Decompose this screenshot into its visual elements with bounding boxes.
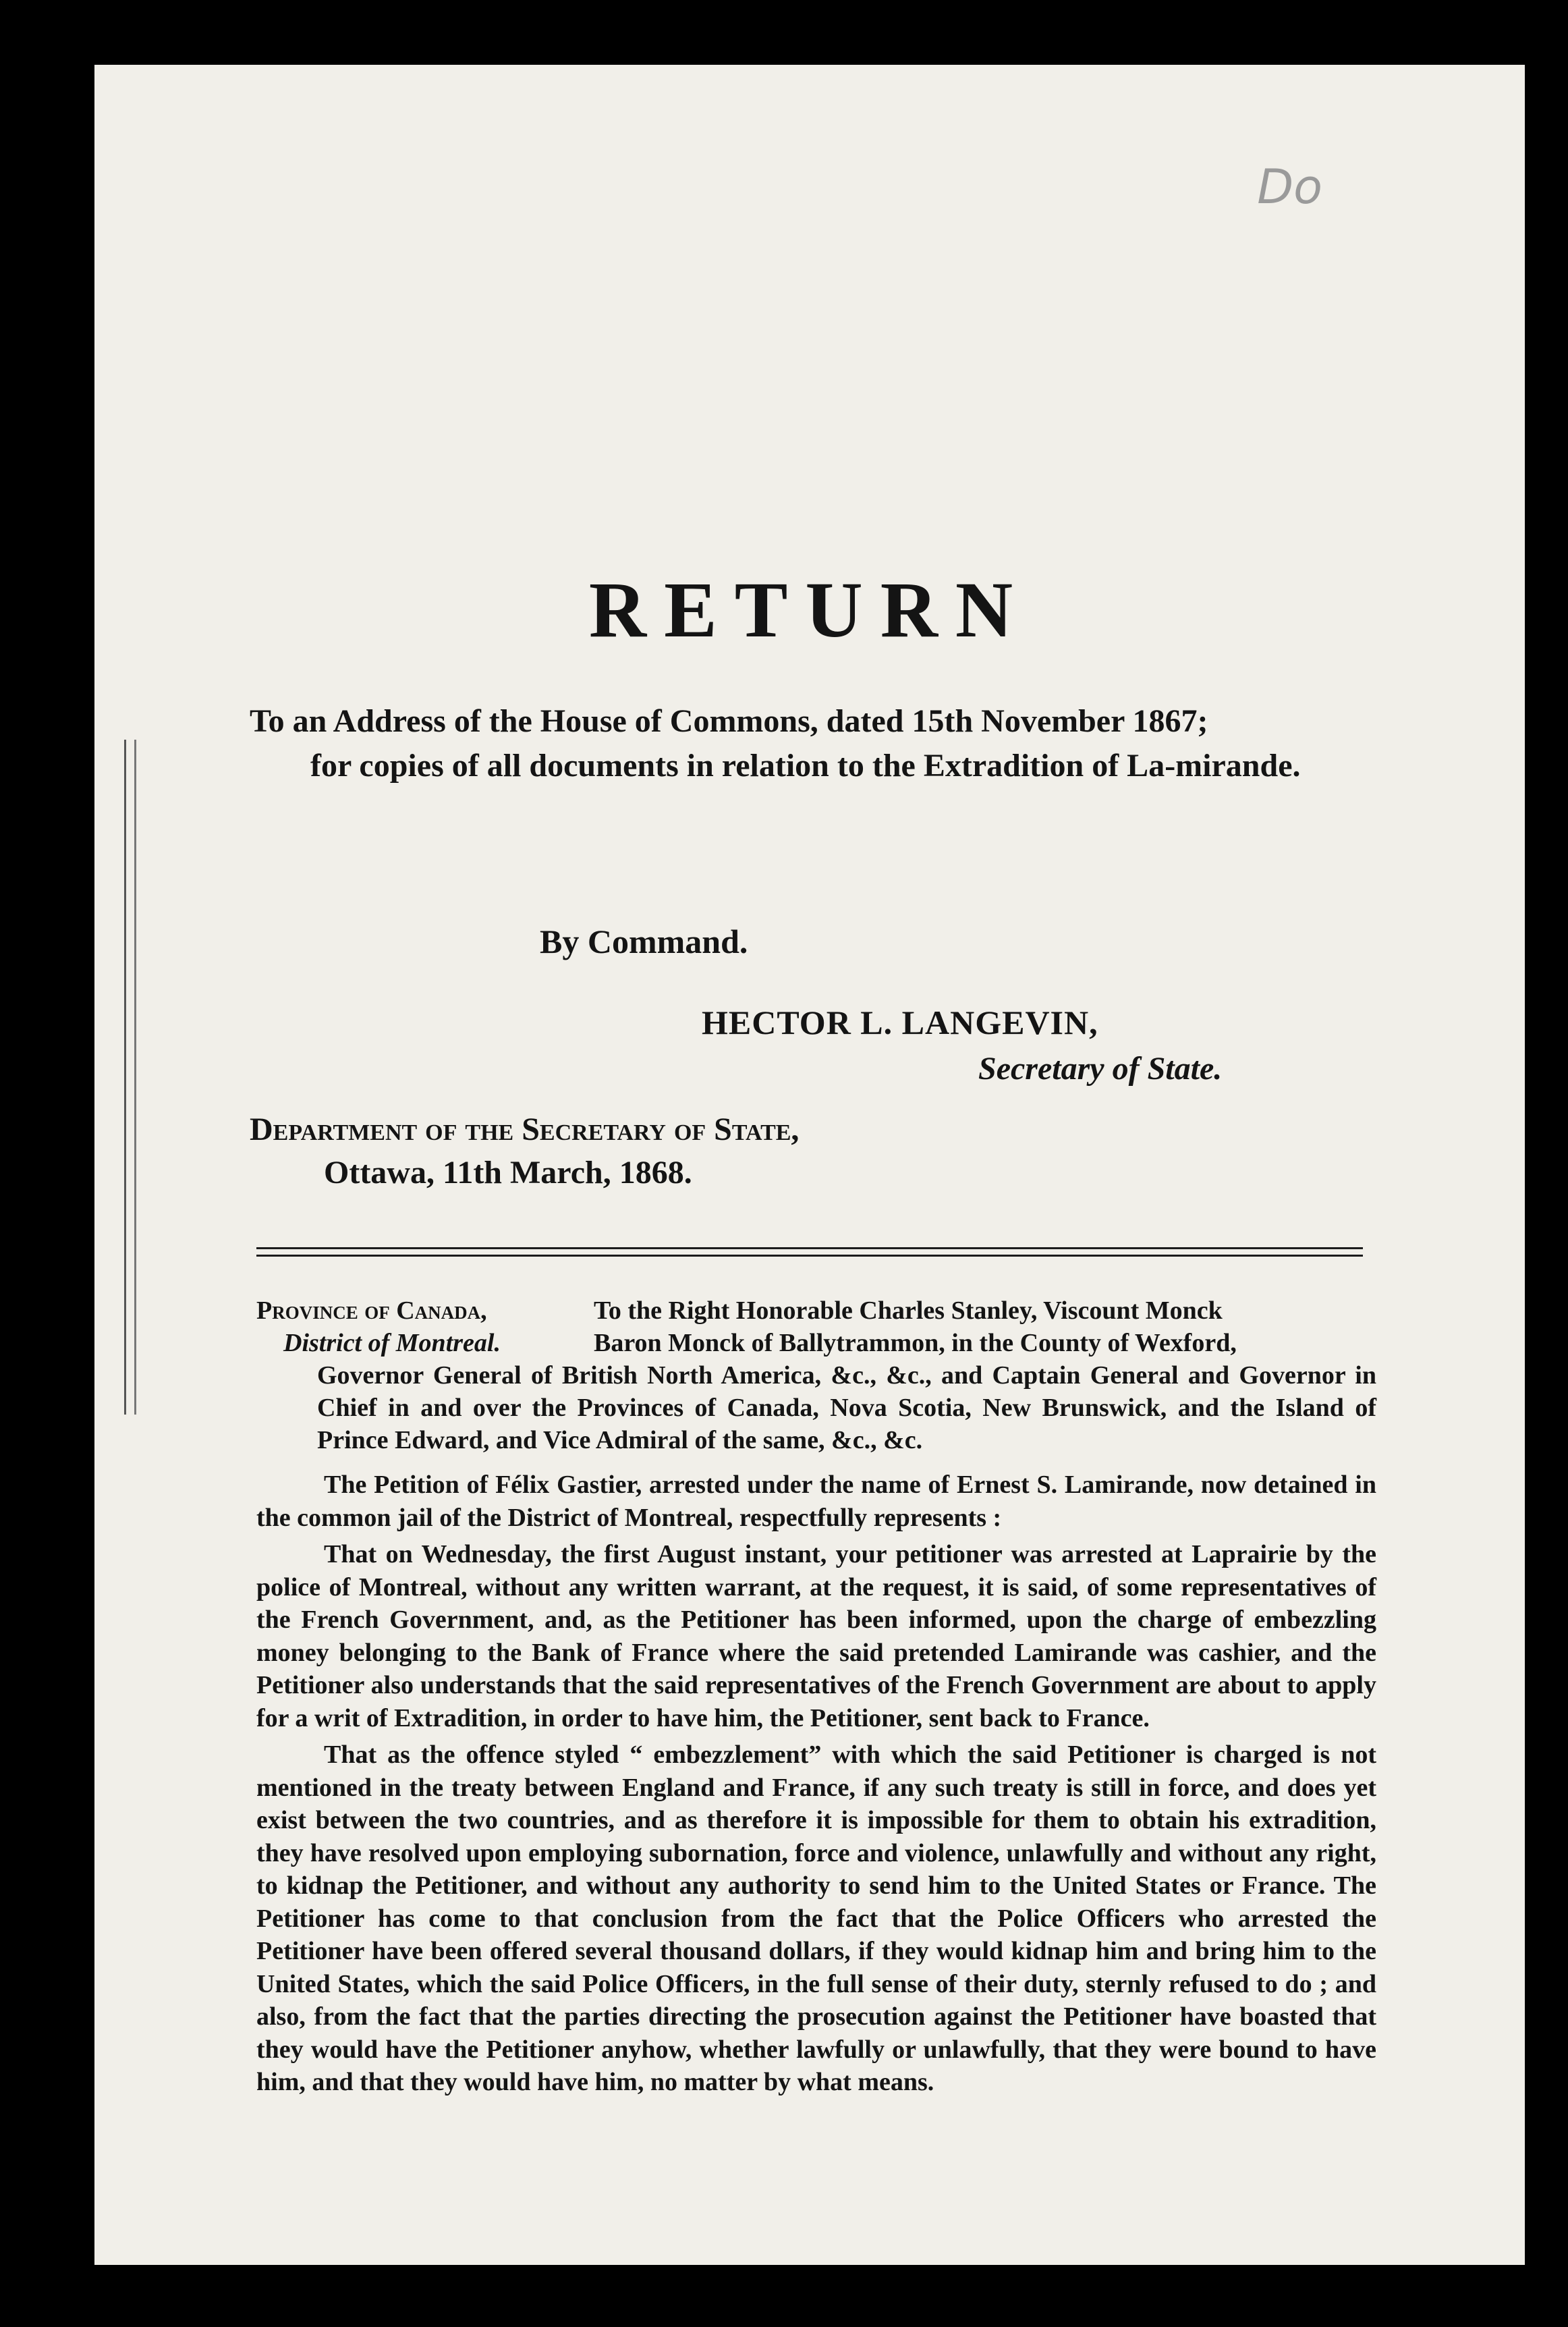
petition-heading — [256, 1294, 1376, 1456]
by-command: By Command. — [540, 923, 748, 960]
department-location-date: Ottawa, 11th March, 1868. — [324, 1155, 692, 1190]
binding-edge — [124, 740, 136, 1415]
document-page — [94, 65, 1525, 2265]
signer-name: HECTOR L. LANGEVIN, — [702, 1004, 1098, 1041]
salutation-line-1: To the Right Honorable Charles Stanley, Viscount Monck — [594, 1296, 1223, 1325]
double-rule-divider — [256, 1247, 1363, 1257]
address-paragraph — [250, 699, 1410, 788]
salutation — [256, 1294, 1376, 1456]
signer-title: Secretary of State. — [978, 1051, 1223, 1087]
petition-paragraph-3: That as the offence styled “ embezzlement” with which the said Petitioner is charged is not mentioned in the treaty between England and France, if any such treaty is still in force, and does yet exist between the two countries, and as therefore it is impossible for them to obtain his extradition, they have resolved upon employing subornation, force and violence, unlawfully and without any right, to kidnap the Petitioner, and without any authority to send him to the United States or France. The Petitioner has come to that conclusion from the fact that the Police Officers who arrested the Petitioner have been offered several thousand dollars, if they would kidnap him and bring him to the United States, which the said Police Officers, in the full sense of their duty, sternly refused to do ; and also, from the fact that the parties directing the prosecution against the Petitioner have boasted that they would have the Petitioner anyhow, whether lawfully or unlawfully, that they were bound to have him, and that they would have him, no matter by what means. — [256, 1741, 1376, 2096]
document-title: RETURN — [588, 566, 1031, 654]
petition-paragraph-1: The Petition of Félix Gastier, arrested under the name of Ernest S. Lamirande, now detained in the common jail of the District of Montreal, respectfully represents : — [256, 1471, 1376, 1532]
department-name: Department of the Secretary of State, — [250, 1112, 800, 1147]
district-label: District of Montreal. — [283, 1329, 501, 1357]
address-line-1: To an Address of the House of Commons, dated 15th November 1867; — [250, 703, 1208, 739]
handwritten-annotation: Do — [1257, 159, 1322, 215]
province-label: Province of Canada, — [256, 1296, 487, 1325]
salutation-continued: Governor General of British North America, &c., &c., and Captain General and Governor in Chief in and over the Provinces of Canada, Nova Scotia, New Brunswick, and the Island of Prince Edward, and Vice Admiral of the same, &c., &c. — [317, 1361, 1376, 1454]
petition-paragraph-2: That on Wednesday, the first August instant, your petitioner was arrested at Laprairie by the police of Montreal, without any written warrant, at the request, it is said, of some representatives of the French Government, and, as the Petitioner has been informed, upon the charge of embezzling money belonging to the Bank of France where the said pretended Lamirande was cashier, and the Petitioner also understands that the said representatives of the French Government are about to apply for a writ of Extradition, in order to have him, the Petitioner, sent back to France. — [256, 1540, 1376, 1732]
petition-body — [256, 1469, 1376, 2103]
salutation-line-2: Baron Monck of Ballytrammon, in the County of Wexford, — [594, 1329, 1237, 1357]
address-line-2: for copies of all documents in relation to the Extradition of La-mirande. — [310, 748, 1301, 784]
